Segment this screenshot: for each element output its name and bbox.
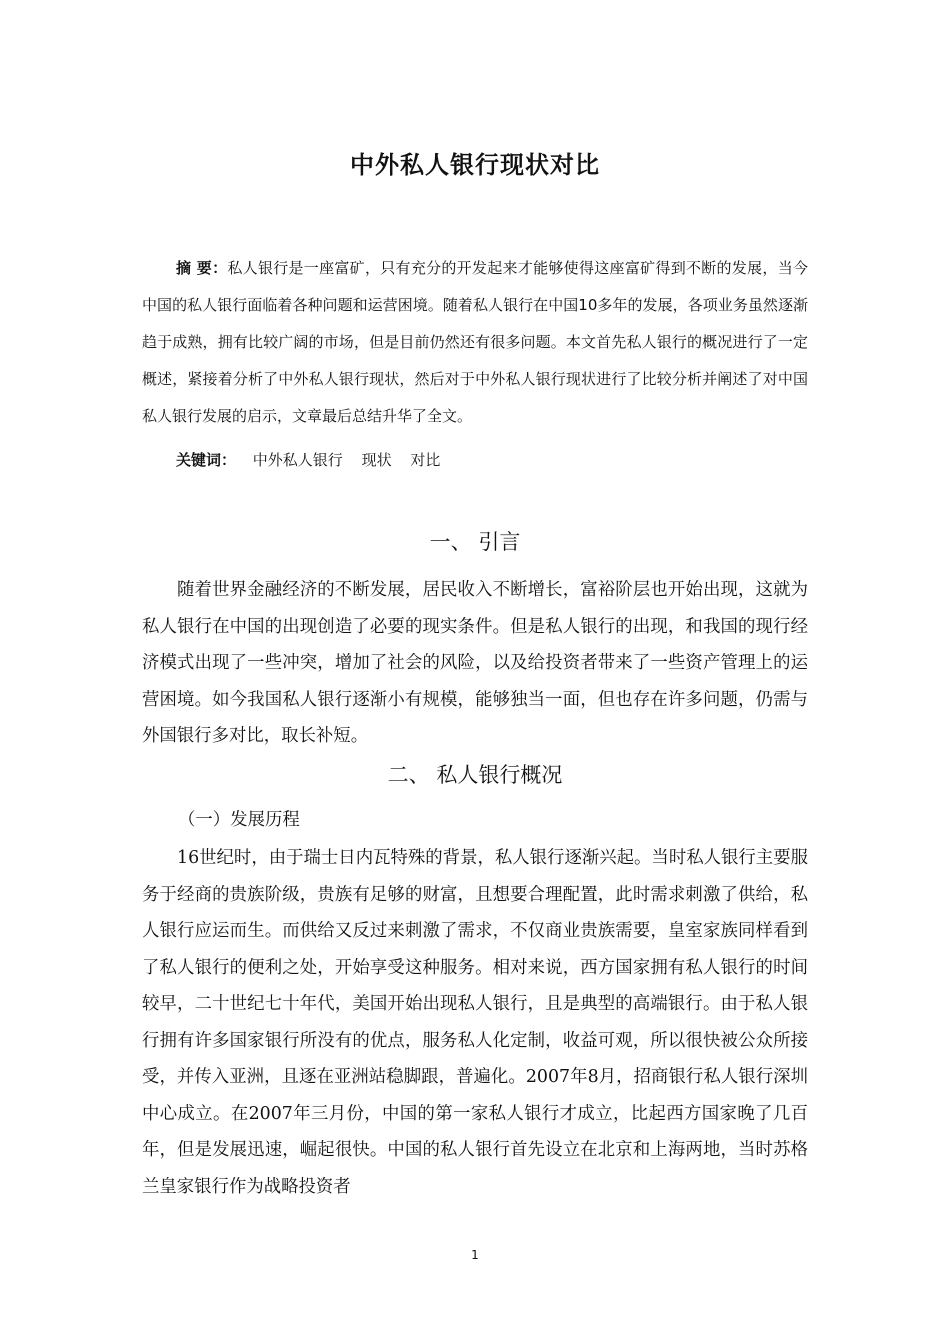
keywords-label: 关键词： <box>176 451 237 469</box>
history-paragraph: 16世纪时，由于瑞士日内瓦特殊的背景，私人银行逐渐兴起。当时私人银行主要服务于经商的贵族阶级，贵族有足够的财富，且想要合理配置，此时需求刺激了供给，私人银行应运而生。而供给又反过来刺激了需求，不仅商业贵族需要，皇室家族同样看到了私人银行的便利之处，开始享受这种服务。相对来说，西方国家拥有私人银行的时间较早，二十世纪七十年代，美国开始出现私人银行，且是典型的高端银行。由于私人银行拥有许多国家银行所没有的优点，服务私人化定制，收益可观，所以很快被公众所接受，并传入亚洲，且逐在亚洲站稳脚跟，普遍化。2007年8月，招商银行私人银行深圳中心成立。在2007年三月份，中国的第一家私人银行才成立，比起西方国家晚了几百年，但是发展迅速，崛起很快。中国的私人银行首先设立在北京和上海两地，当时苏格兰皇家银行作为战略投资者 <box>142 848 808 1197</box>
page-number: 1 <box>471 1248 479 1262</box>
keywords <box>176 445 816 475</box>
introduction-paragraph: 随着世界金融经济的不断发展，居民收入不断增长，富裕阶层也开始出现，这就为私人银行在中国的出现创造了必要的现实条件。但是私人银行的出现，和我国的现行经济模式出现了一些冲突，增加了社会的风险，以及给投资者带来了一些资产管理上的运营困境。如今我国私人银行逐渐小有规模，能够独当一面，但也存在许多问题，仍需与外国银行多对比，取长补短。 <box>142 580 808 746</box>
keyword-item: 中外私人银行 <box>252 451 343 469</box>
abstract <box>142 250 808 435</box>
section-heading-overview: 二、 私人银行概况 <box>387 763 563 787</box>
keyword-item: 对比 <box>410 451 441 469</box>
keyword-item: 现状 <box>361 451 392 469</box>
section-heading-introduction: 一、 引言 <box>429 530 521 554</box>
abstract-text: 私人银行是一座富矿，只有充分的开发起来才能够使得这座富矿得到不断的发展，当今中国的私人银行面临着各种问题和运营困境。随着私人银行在中国10多年的发展，各项业务虽然逐渐趋于成熟，拥有比较广阔的市场，但是目前仍然还有很多问题。本文首先私人银行的概况进行了一定概述，紧接着分析了中外私人银行现状，然后对于中外私人银行现状进行了比较分析并阐述了对中国私人银行发展的启示，文章最后总结升华了全文。 <box>142 259 808 425</box>
document-title: 中外私人银行现状对比 <box>350 151 600 180</box>
subsection-heading-history: （一）发展历程 <box>178 810 300 830</box>
abstract-label: 摘 要： <box>176 259 228 277</box>
